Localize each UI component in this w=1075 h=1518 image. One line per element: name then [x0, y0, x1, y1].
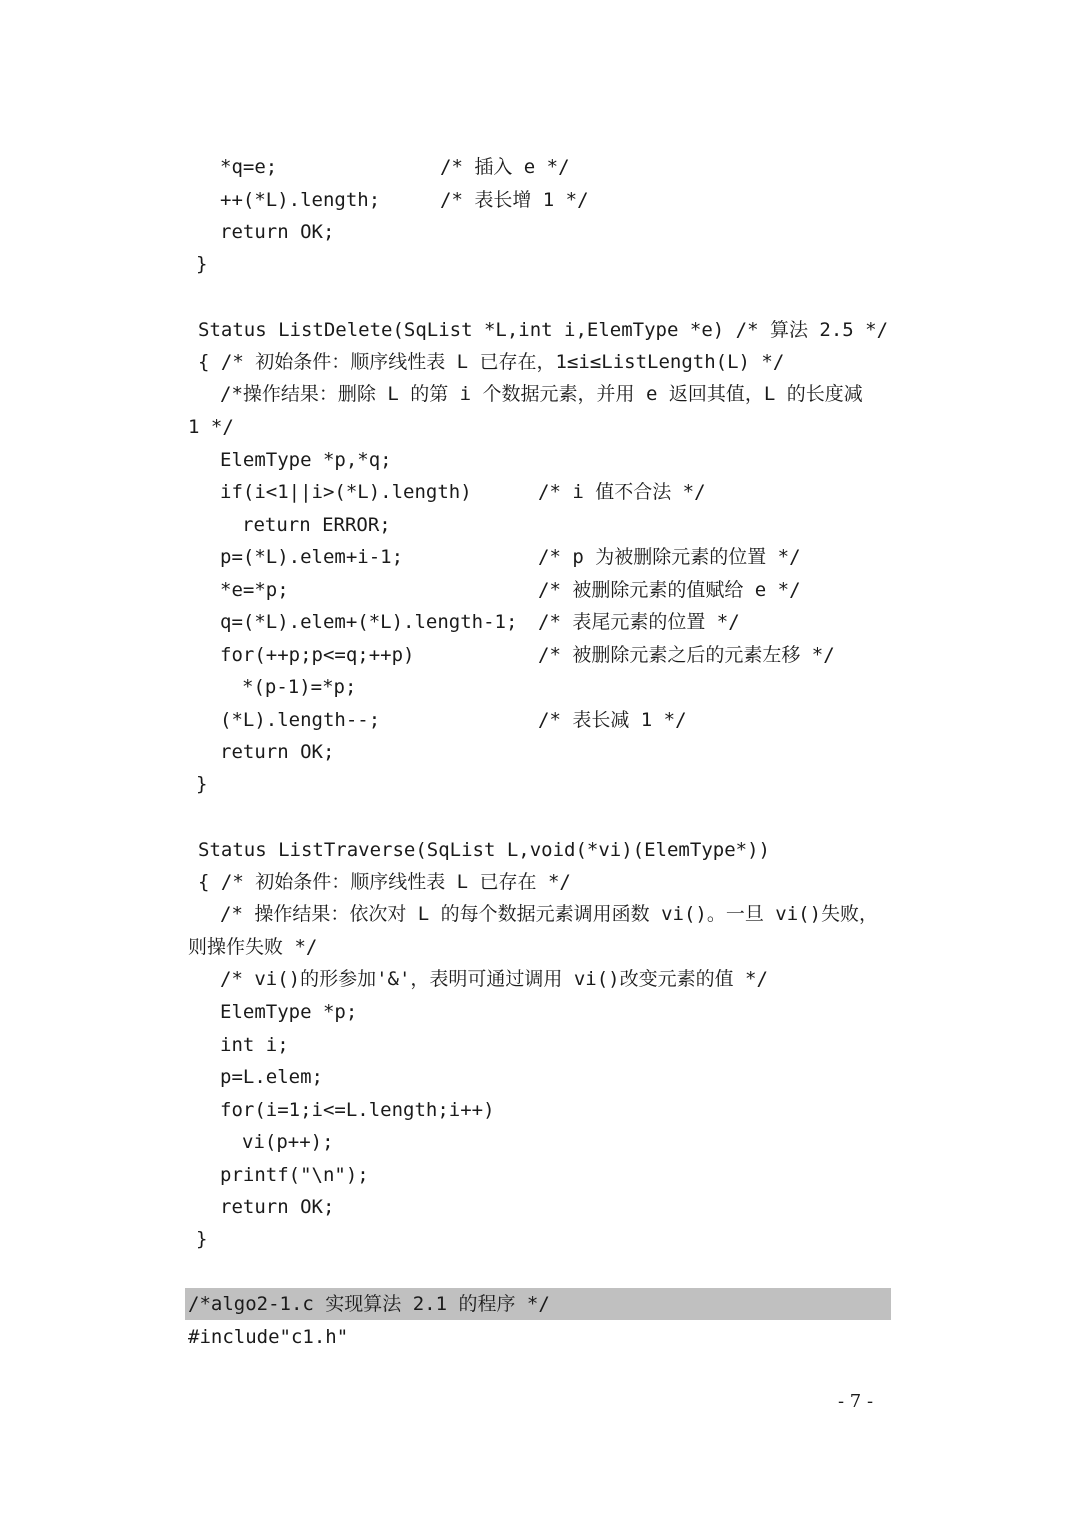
code-comment: /* i 值不合法 */ [538, 481, 706, 503]
function-signature: Status ListTraverse(SqList L,void(*vi)(ElemType*)) [198, 839, 770, 861]
code-line: for(++p;p<=q;++p) [220, 644, 415, 666]
code-line: int i; [220, 1034, 289, 1056]
function-signature: Status ListDelete(SqList *L,int i,ElemType *e) /* 算法 2.5 */ [198, 319, 889, 341]
code-line: } [196, 1228, 208, 1250]
code-line: } [196, 773, 208, 795]
code-comment: 则操作失败 */ [188, 936, 318, 958]
code-line: p=L.elem; [220, 1066, 323, 1088]
code-line: return OK; [220, 1196, 335, 1218]
code-comment: /*操作结果：删除 L 的第 i 个数据元素，并用 e 返回其值，L 的长度减 [220, 383, 863, 405]
code-comment: /* 被删除元素之后的元素左移 */ [538, 644, 835, 666]
code-line: *e=*p; [220, 579, 289, 601]
code-comment: /* 被删除元素的值赋给 e */ [538, 579, 801, 601]
code-comment: /* 表长增 1 */ [440, 189, 589, 211]
code-line: (*L).length--; [220, 709, 381, 731]
include-line: #include"c1.h" [188, 1326, 349, 1348]
code-line: vi(p++); [242, 1131, 334, 1153]
code-line: printf("\n"); [220, 1164, 369, 1186]
code-comment: /* 操作结果：依次对 L 的每个数据元素调用函数 vi()。一旦 vi()失败， [220, 903, 879, 925]
code-line: ElemType *p,*q; [220, 449, 392, 471]
code-line: if(i<1||i>(*L).length) [220, 481, 472, 503]
file-banner-text: /*algo2-1.c 实现算法 2.1 的程序 */ [188, 1293, 550, 1315]
code-line: return OK; [220, 741, 335, 763]
code-line: p=(*L).elem+i-1; [220, 546, 404, 568]
code-line: for(i=1;i<=L.length;i++) [220, 1099, 495, 1121]
code-comment: /* 插入 e */ [440, 156, 570, 178]
code-line: return ERROR; [242, 514, 391, 536]
code-line: q=(*L).elem+(*L).length-1; [220, 611, 518, 633]
code-line: *(p-1)=*p; [242, 676, 357, 698]
code-line: return OK; [220, 221, 335, 243]
code-line: ++(*L).length; [220, 189, 381, 211]
code-comment: { /* 初始条件：顺序线性表 L 已存在 */ [198, 871, 571, 893]
code-line: ElemType *p; [220, 1001, 358, 1023]
code-comment: { /* 初始条件：顺序线性表 L 已存在，1≤i≤ListLength(L) */ [198, 351, 785, 373]
code-comment: /* p 为被删除元素的位置 */ [538, 546, 801, 568]
code-comment: /* vi()的形参加'&'，表明可通过调用 vi()改变元素的值 */ [220, 968, 768, 990]
page-number: - 7 - [838, 1391, 874, 1412]
code-comment: 1 */ [188, 416, 234, 438]
code-comment: /* 表长减 1 */ [538, 709, 687, 731]
code-comment: /* 表尾元素的位置 */ [538, 611, 740, 633]
code-line: *q=e; [220, 156, 278, 178]
code-line: } [196, 253, 208, 275]
